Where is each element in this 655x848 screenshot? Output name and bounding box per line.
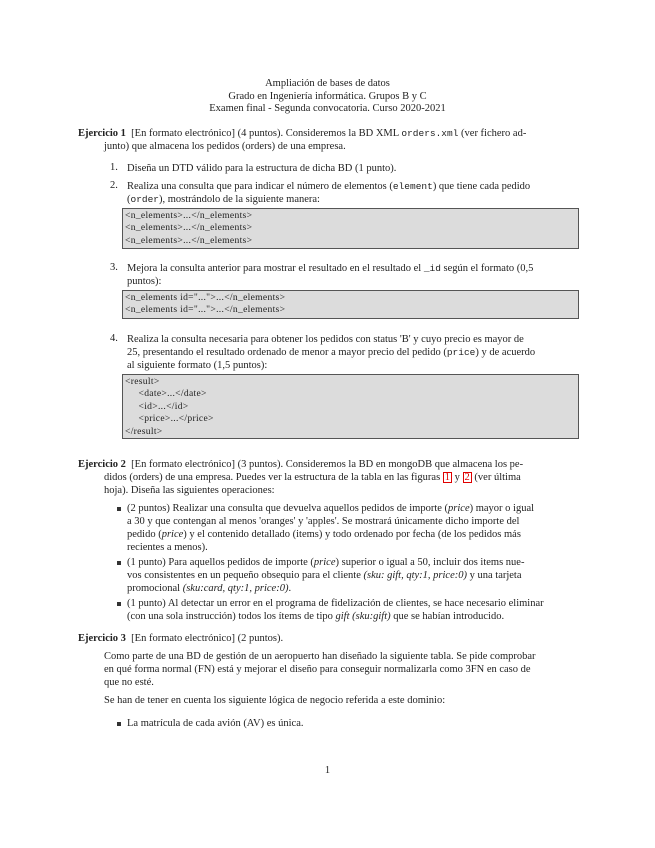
ex3-paragraph-line: en qué forma normal (FN) está y mejorar el diseño para conseguir normalizarla como 3FN en caso de [104, 664, 531, 675]
ex2-line3: hoja). Diseña las siguientes operaciones: [104, 485, 275, 496]
code-line: <n_elements>...</n_elements> [125, 210, 253, 221]
bullet-icon [117, 602, 121, 606]
exam-line: Examen final - Segunda convocatoria. Curso 2020-2021 [209, 103, 446, 115]
ex2-b3-l2: (con una sola instrucción) todos los ítems de tipo gift (sku:gift) que se habían introducido. [127, 611, 505, 622]
document-header [0, 78, 655, 116]
ex3-paragraph2: Se han de tener en cuenta los siguiente lógica de negocio referida a este dominio: [104, 695, 446, 706]
file-name: orders.xml [401, 128, 459, 139]
ex1-label: Ejercicio 1 [78, 128, 126, 139]
ex1-item4-line1: Realiza la consulta necesaria para obtener los pedidos con status 'B' y cuyo precio es mayor de [127, 334, 524, 345]
code-line: <n_elements id="...">...</n_elements> [125, 304, 286, 316]
item-number: 2. [110, 180, 118, 191]
bullet-icon [117, 561, 121, 565]
ex3-label: Ejercicio 3 [78, 633, 126, 644]
code-line: <date>...</date> [125, 388, 207, 400]
ex2-b1-l3: pedido (price) y el contenido detallado (items) y todo ordenado por fecha (de los pedidos más [127, 529, 521, 540]
item-number: 1. [110, 162, 118, 173]
figure-ref-link[interactable]: 1 [444, 472, 451, 483]
ex3-paragraph-line: Como parte de una BD de gestión de un aeropuerto han diseñado la siguiente tabla. Se pide comprobar [104, 651, 536, 662]
code-line: </result> [125, 425, 163, 437]
ex1-item1-text: Diseña un DTD válido para la estructura de dicha BD (1 punto). [127, 163, 397, 174]
ex2-b1-l2: a 30 y que contengan al menos 'oranges' y 'apples'. Se mostrará únicamente dicho importe del [127, 516, 520, 527]
code-line: <n_elements>...</n_elements> [125, 234, 253, 246]
ex2-label: Ejercicio 2 [78, 459, 126, 470]
figure-ref-link[interactable]: 2 [464, 472, 470, 483]
ex2-b1-l1: (2 puntos) Realizar una consulta que devuelva aquellos pedidos de importe (price) mayor o igual [127, 503, 535, 514]
course-title: Ampliación de bases de datos [265, 78, 390, 89]
code-line: <result> [125, 376, 160, 387]
ex3-bullet: La matrícula de cada avión (AV) es única. [127, 718, 304, 729]
ex1-intro-line2: junto) que almacena los pedidos (orders) de una empresa. [104, 141, 346, 152]
ex2-b1-l4: recientes a menos). [127, 542, 208, 553]
ex1-item3-line2: puntos): [127, 276, 162, 287]
code-line: <price>...</price> [125, 413, 214, 425]
code-line: <n_elements id="...">...</n_elements> [125, 292, 286, 303]
item-number: 3. [110, 262, 118, 273]
code-box-item3 [122, 290, 579, 319]
ex2-b2-l2: vos consistentes en un pequeño obsequio para el cliente (sku: gift, qty:1, price:0) y una tarjeta [127, 570, 522, 581]
ex3-intro: Ejercicio 3 [En formato electrónico] (2 puntos). [78, 633, 284, 644]
bullet-icon [117, 507, 121, 511]
code-line: <id>...</id> [125, 400, 189, 412]
ex2-b3-l1: (1 punto) Al detectar un error en el programa de fidelización de clientes, se hace necesario eliminar [127, 598, 544, 609]
code-box-item4 [122, 374, 579, 439]
ex2-intro: Ejercicio 2 [En formato electrónico] (3 puntos). Consideremos la BD en mongoDB que almacena los pe- [78, 459, 524, 470]
bullet-icon [117, 722, 121, 726]
ex1-item2-line2: (order), mostrándolo de la siguiente manera: [127, 194, 320, 205]
ex1-item4-line3: al siguiente formato (1,5 puntos): [127, 360, 268, 371]
ex2-b2-l3: promocional (sku:card, qty:1, price:0). [127, 583, 292, 594]
ex1-item4-line2: 25, presentando el resultado ordenado de menor a mayor precio del pedido (price) y de acuerdo [127, 347, 536, 358]
ex1-intro: Ejercicio 1 [En formato electrónico] (4 puntos). Consideremos la BD XML orders.xml (ver fichero ad- [78, 128, 527, 139]
ex1-item3-line1: Mejora la consulta anterior para mostrar el resultado en el resultado el _id según el formato (0,5 [127, 263, 534, 274]
code-line: <n_elements>...</n_elements> [125, 222, 253, 234]
ex2-b2-l1: (1 punto) Para aquellos pedidos de importe (price) superior o igual a 50, incluir dos items nue- [127, 557, 525, 568]
degree-line: Grado en Ingeniería informática. Grupos B y C [228, 90, 427, 102]
code-box-item2 [122, 208, 579, 249]
ex3-paragraph-line: que no esté. [104, 677, 154, 688]
ex1-item2-line1: Realiza una consulta que para indicar el número de elementos (element) que tiene cada pedido [127, 181, 531, 192]
page-number: 1 [324, 765, 331, 776]
ex2-line2: didos (orders) de una empresa. Puedes ver la estructura de la tabla en las figuras 1 y 2 (ver última [104, 472, 521, 483]
item-number: 4. [110, 333, 118, 344]
